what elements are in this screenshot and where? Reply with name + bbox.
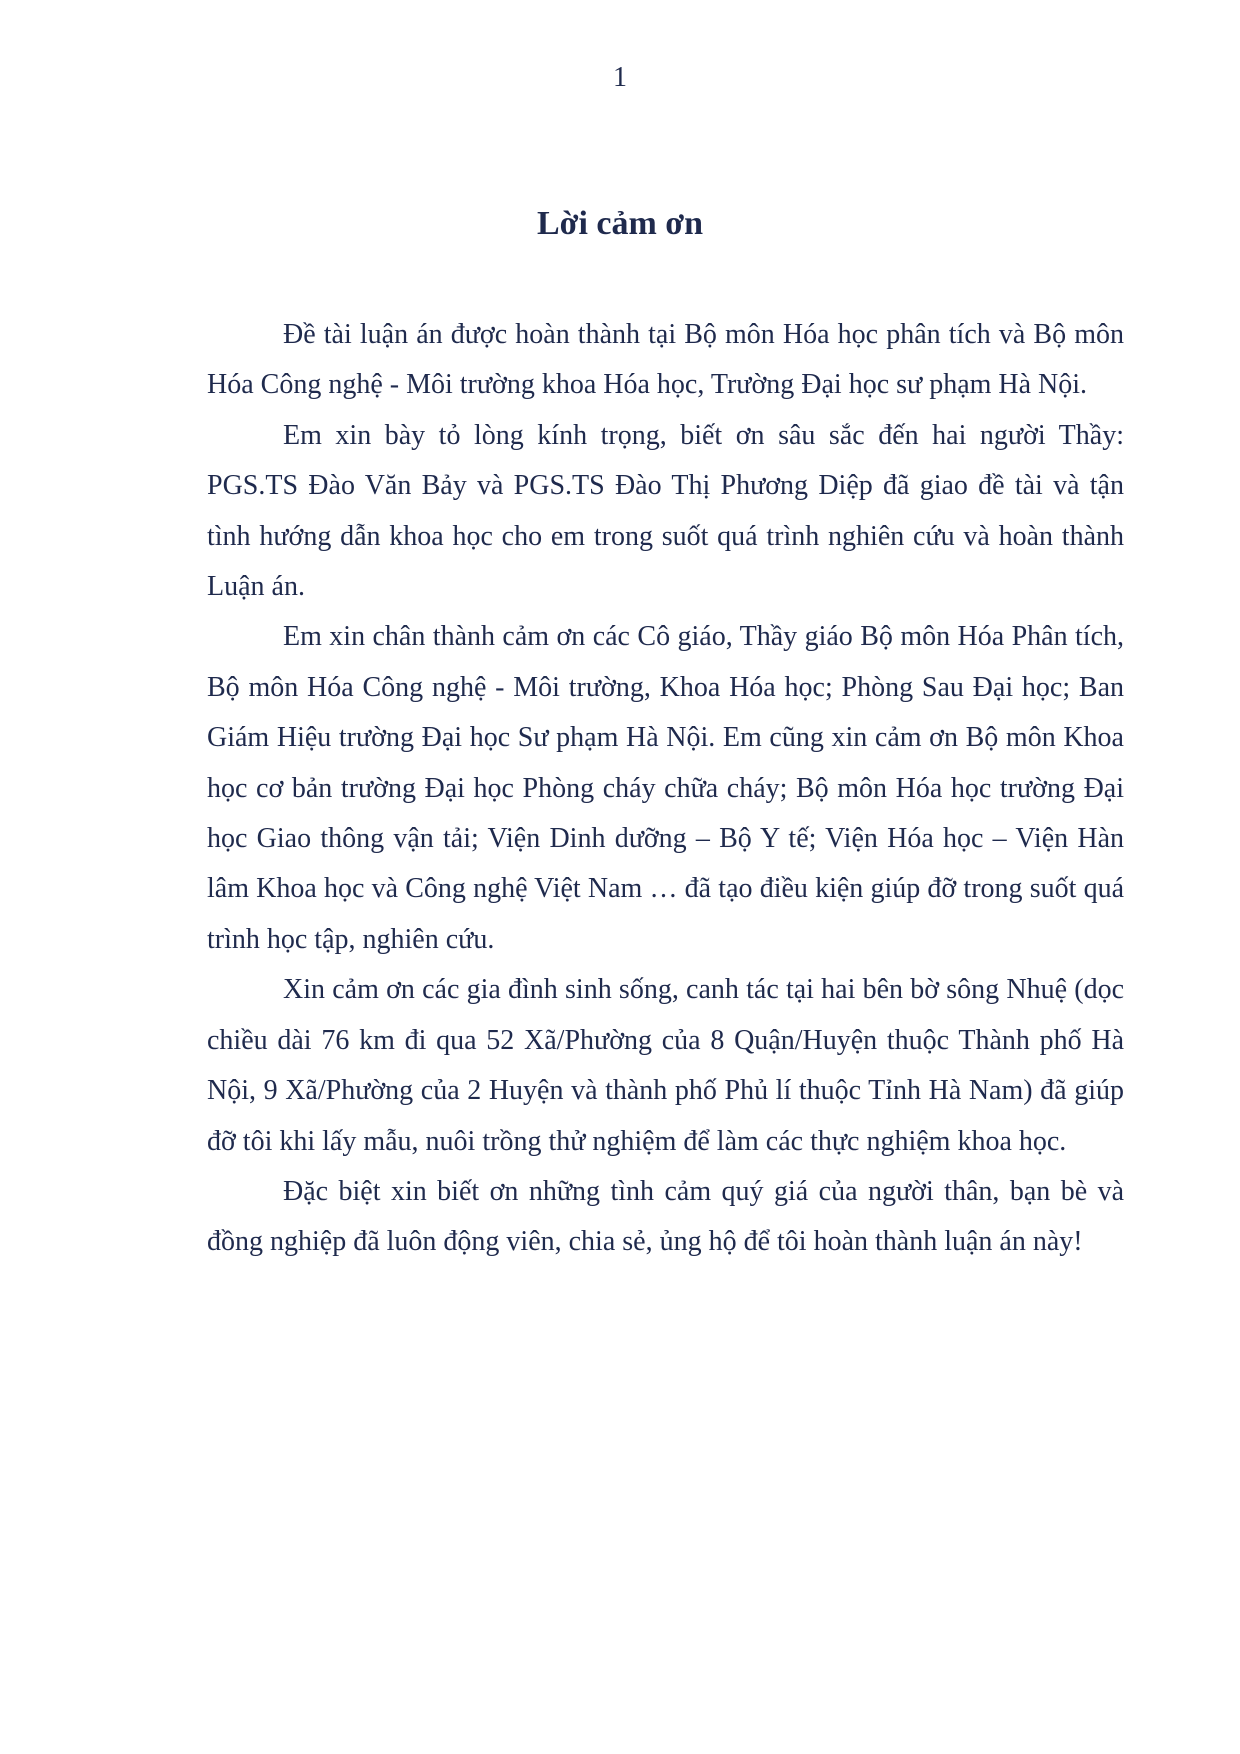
- page-number: 1: [613, 62, 627, 93]
- paragraph: Đề tài luận án được hoàn thành tại Bộ môn Hóa học phân tích và Bộ môn Hóa Công nghệ - Môi trường khoa Hóa học, Trường Đại học sư phạm Hà Nội.: [207, 319, 1124, 401]
- paragraph: Xin cảm ơn các gia đình sinh sống, canh tác tại hai bên bờ sông Nhuệ (dọc chiều dài 76 km đi qua 52 Xã/Phường của 8 Quận/Huyện thuộc Thành phố Hà Nội, 9 Xã/Phường của 2 Huyện và thành phố Phủ lí thuộc Tỉnh Hà Nam) đã giúp đỡ tôi khi lấy mẫu, nuôi trồng thử nghiệm để làm các thực nghiệm khoa học.: [207, 974, 1124, 1157]
- paragraph: Đặc biệt xin biết ơn những tình cảm quý giá của người thân, bạn bè và đồng nghiệp đã luôn động viên, chia sẻ, ủng hộ để tôi hoàn thành luận án này!: [207, 1175, 1124, 1258]
- body-text: [207, 310, 1124, 1268]
- page-title: Lời cảm ơn: [536, 205, 704, 242]
- paragraph: Em xin bày tỏ lòng kính trọng, biết ơn sâu sắc đến hai người Thầy: PGS.TS Đào Văn Bảy và PGS.TS Đào Thị Phương Diệp đã giao đề tài và tận tình hướng dẫn khoa học cho em trong suốt quá trình nghiên cứu và hoàn thành Luận án.: [207, 419, 1124, 603]
- paragraph: Em xin chân thành cảm ơn các Cô giáo, Thầy giáo Bộ môn Hóa Phân tích, Bộ môn Hóa Công nghệ - Môi trường, Khoa Hóa học; Phòng Sau Đại học; Ban Giám Hiệu trường Đại học Sư phạm Hà Nội. Em cũng xin cảm ơn Bộ môn Khoa học cơ bản trường Đại học Phòng cháy chữa cháy; Bộ môn Hóa học trường Đại học Giao thông vận tải; Viện Dinh dưỡng – Bộ Y tế; Viện Hóa học – Viện Hàn lâm Khoa học và Công nghệ Việt Nam … đã tạo điều kiện giúp đỡ trong suốt quá trình học tập, nghiên cứu.: [207, 621, 1124, 955]
